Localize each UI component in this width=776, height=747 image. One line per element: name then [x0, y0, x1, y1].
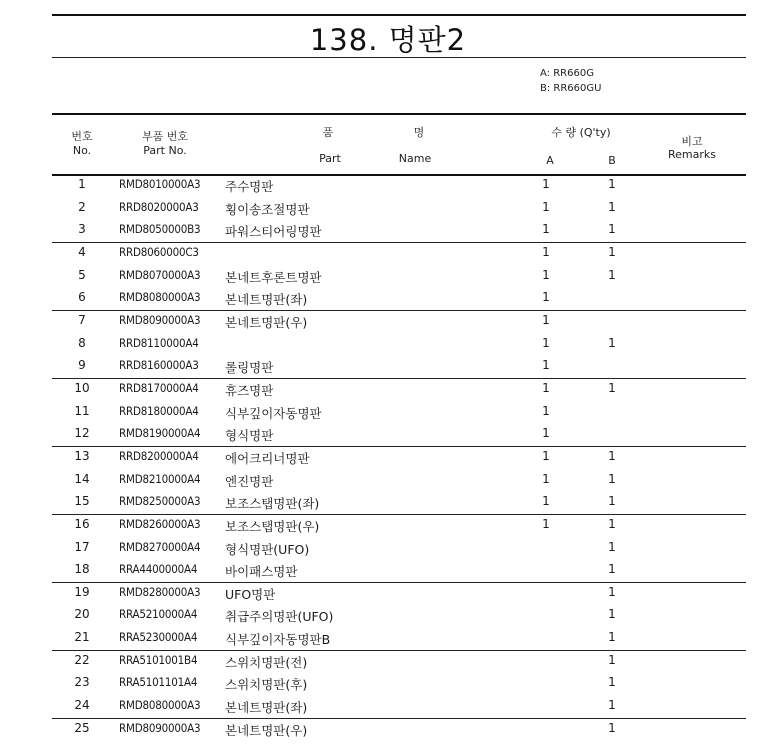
part-name: UFO명판	[225, 586, 276, 602]
qty-b: 1	[608, 607, 616, 622]
table-row	[52, 491, 746, 514]
qty-b: 1	[608, 244, 616, 259]
table-row	[52, 446, 746, 469]
qty-b: 1	[608, 562, 616, 577]
table-row	[52, 582, 746, 605]
row-number: 20	[74, 607, 90, 622]
part-name: 파워스티어링명판	[225, 224, 322, 240]
row-number: 4	[78, 244, 86, 259]
part-number: RMD8190000A4	[119, 426, 201, 441]
part-name: 에어크리너명판	[225, 450, 310, 466]
header-qty-ko: 수 량 (Q'ty)	[551, 126, 611, 139]
part-number: RMD8250000A3	[119, 494, 201, 509]
table-row	[52, 469, 746, 492]
header-remarks-en: Remarks	[668, 148, 716, 161]
header-name-en-1: Part	[319, 152, 341, 165]
part-name: 형식명판	[225, 428, 274, 444]
qty-b: 1	[608, 177, 616, 191]
table-row	[52, 219, 746, 242]
part-number: RRD8160000A3	[119, 358, 199, 373]
part-name: 본네트후론트명판	[225, 269, 322, 285]
model-a-label: A: RR660G	[540, 68, 594, 79]
qty-b: 1	[608, 199, 616, 214]
part-number: RMD8210000A4	[119, 471, 201, 486]
row-number: 2	[78, 199, 86, 214]
table-row	[52, 627, 746, 650]
parts-table	[52, 174, 746, 740]
qty-a: 1	[542, 222, 550, 237]
row-number: 5	[78, 267, 86, 282]
part-name: 본네트명판(좌)	[225, 292, 308, 308]
qty-a: 1	[542, 448, 550, 463]
part-number: RRD8200000A4	[119, 448, 199, 463]
table-row	[52, 423, 746, 446]
row-number: 16	[74, 516, 90, 531]
part-number: RMD8280000A3	[119, 584, 201, 599]
part-name: 식부깊이자동명판B	[225, 632, 331, 648]
part-number: RMD8050000B3	[119, 222, 201, 237]
qty-a: 1	[542, 380, 550, 395]
row-number: 13	[74, 448, 90, 463]
row-number: 7	[78, 312, 86, 327]
qty-b: 1	[608, 698, 616, 713]
header-qty-b: B	[608, 154, 616, 167]
table-row	[52, 672, 746, 695]
part-number: RRA5101001B4	[119, 652, 198, 667]
qty-b: 1	[608, 471, 616, 486]
row-number: 23	[74, 675, 90, 690]
row-number: 11	[74, 403, 90, 418]
part-number: RMD8260000A3	[119, 516, 201, 531]
qty-a: 1	[542, 244, 550, 259]
part-name: 주수명판	[225, 179, 274, 194]
header-no-ko: 번호	[71, 130, 93, 143]
part-number: RRD8020000A3	[119, 199, 199, 214]
qty-a: 1	[542, 471, 550, 486]
table-row	[52, 287, 746, 310]
header-qty-a: A	[546, 154, 554, 167]
table-row	[52, 265, 746, 288]
part-number: RRD8170000A4	[119, 380, 199, 395]
part-number: RMD8010000A3	[119, 177, 201, 191]
qty-b: 1	[608, 584, 616, 599]
row-number: 10	[74, 380, 90, 395]
row-number: 15	[74, 494, 90, 509]
part-name: 바이패스명판	[225, 564, 298, 580]
qty-a: 1	[542, 494, 550, 509]
part-name: 형식명판(UFO)	[225, 541, 310, 557]
row-number: 18	[74, 562, 90, 577]
qty-b: 1	[608, 494, 616, 509]
row-number: 24	[74, 698, 90, 713]
row-number: 17	[74, 539, 90, 554]
qty-b: 1	[608, 720, 616, 735]
table-row	[52, 333, 746, 356]
part-number: RRA4400000A4	[119, 562, 198, 577]
qty-a: 1	[542, 358, 550, 373]
table-row	[52, 355, 746, 378]
part-number: RRA5210000A4	[119, 607, 198, 622]
qty-b: 1	[608, 335, 616, 350]
row-number: 6	[78, 290, 86, 305]
part-number: RMD8090000A3	[119, 720, 201, 735]
part-number: RRD8060000C3	[119, 244, 199, 259]
table-row	[52, 310, 746, 333]
row-number: 12	[74, 426, 90, 441]
qty-a: 1	[542, 516, 550, 531]
part-name: 스위치명판(후)	[225, 677, 308, 693]
row-number: 22	[74, 652, 90, 667]
header-name-en-2: Name	[398, 152, 432, 165]
table-row	[52, 650, 746, 673]
page-title: 138. 명판2	[309, 23, 467, 57]
part-name: 보조스탭명판(우)	[225, 518, 320, 534]
part-name: 본네트명판(우)	[225, 314, 308, 330]
qty-b: 1	[608, 380, 616, 395]
part-name: 횡이송조절명판	[225, 201, 310, 217]
header-no-en: No.	[72, 144, 92, 157]
header-remarks-ko: 비고	[681, 135, 703, 148]
qty-a: 1	[542, 290, 550, 305]
part-number: RMD8080000A3	[119, 698, 201, 713]
qty-a: 1	[542, 312, 550, 327]
qty-b: 1	[608, 652, 616, 667]
header-part-ko: 부품 번호	[141, 130, 188, 143]
qty-a: 1	[542, 426, 550, 441]
part-name: 엔진명판	[225, 473, 274, 489]
row-number: 1	[78, 177, 86, 191]
table-row	[52, 559, 746, 582]
row-number: 14	[74, 471, 90, 486]
table-row	[52, 604, 746, 627]
qty-a: 1	[542, 335, 550, 350]
table-row	[52, 378, 746, 401]
part-name: 스위치명판(전)	[225, 654, 308, 670]
qty-a: 1	[542, 403, 550, 418]
qty-a: 1	[542, 267, 550, 282]
table-row	[52, 242, 746, 265]
qty-b: 1	[608, 630, 616, 645]
header-name-ko-1: 품	[322, 126, 334, 139]
part-number: RRA5101101A4	[119, 675, 198, 690]
part-name: 식부깊이자동명판	[225, 405, 322, 421]
part-number: RRA5230000A4	[119, 630, 198, 645]
qty-a: 1	[542, 177, 550, 191]
qty-b: 1	[608, 267, 616, 282]
part-number: RMD8270000A4	[119, 539, 201, 554]
row-number: 8	[78, 335, 86, 350]
header-name-ko-2: 명	[413, 126, 425, 139]
qty-b: 1	[608, 539, 616, 554]
top-rule	[52, 14, 746, 16]
part-name: 보조스탭명판(좌)	[225, 496, 320, 512]
table-row	[52, 401, 746, 424]
row-number: 25	[74, 720, 90, 735]
row-number: 9	[78, 358, 86, 373]
table-row	[52, 695, 746, 718]
table-row	[52, 537, 746, 560]
part-number: RRD8110000A4	[119, 335, 199, 350]
table-row	[52, 718, 746, 741]
part-name: 롤링명판	[225, 360, 274, 376]
part-number: RRD8180000A4	[119, 403, 199, 418]
header-top-rule	[52, 113, 746, 115]
row-number: 21	[74, 630, 90, 645]
table-row	[52, 197, 746, 220]
qty-b: 1	[608, 675, 616, 690]
header-part-en: Part No.	[143, 144, 187, 157]
row-number: 19	[74, 584, 90, 599]
qty-a: 1	[542, 199, 550, 214]
table-row	[52, 514, 746, 537]
part-number: RMD8090000A3	[119, 312, 201, 327]
qty-b: 1	[608, 448, 616, 463]
model-legend	[540, 66, 601, 96]
part-number: RMD8080000A3	[119, 290, 201, 305]
part-name: 본네트명판(우)	[225, 722, 308, 738]
model-b-label: B: RR660GU	[540, 83, 602, 94]
row-number: 3	[78, 222, 86, 237]
part-name: 휴즈명판	[225, 382, 274, 398]
part-name: 본네트명판(좌)	[225, 700, 308, 716]
table-row	[52, 174, 746, 197]
qty-b: 1	[608, 516, 616, 531]
part-number: RMD8070000A3	[119, 267, 201, 282]
title-rule	[52, 57, 746, 58]
qty-b: 1	[608, 222, 616, 237]
part-name: 취급주의명판(UFO)	[225, 609, 334, 625]
